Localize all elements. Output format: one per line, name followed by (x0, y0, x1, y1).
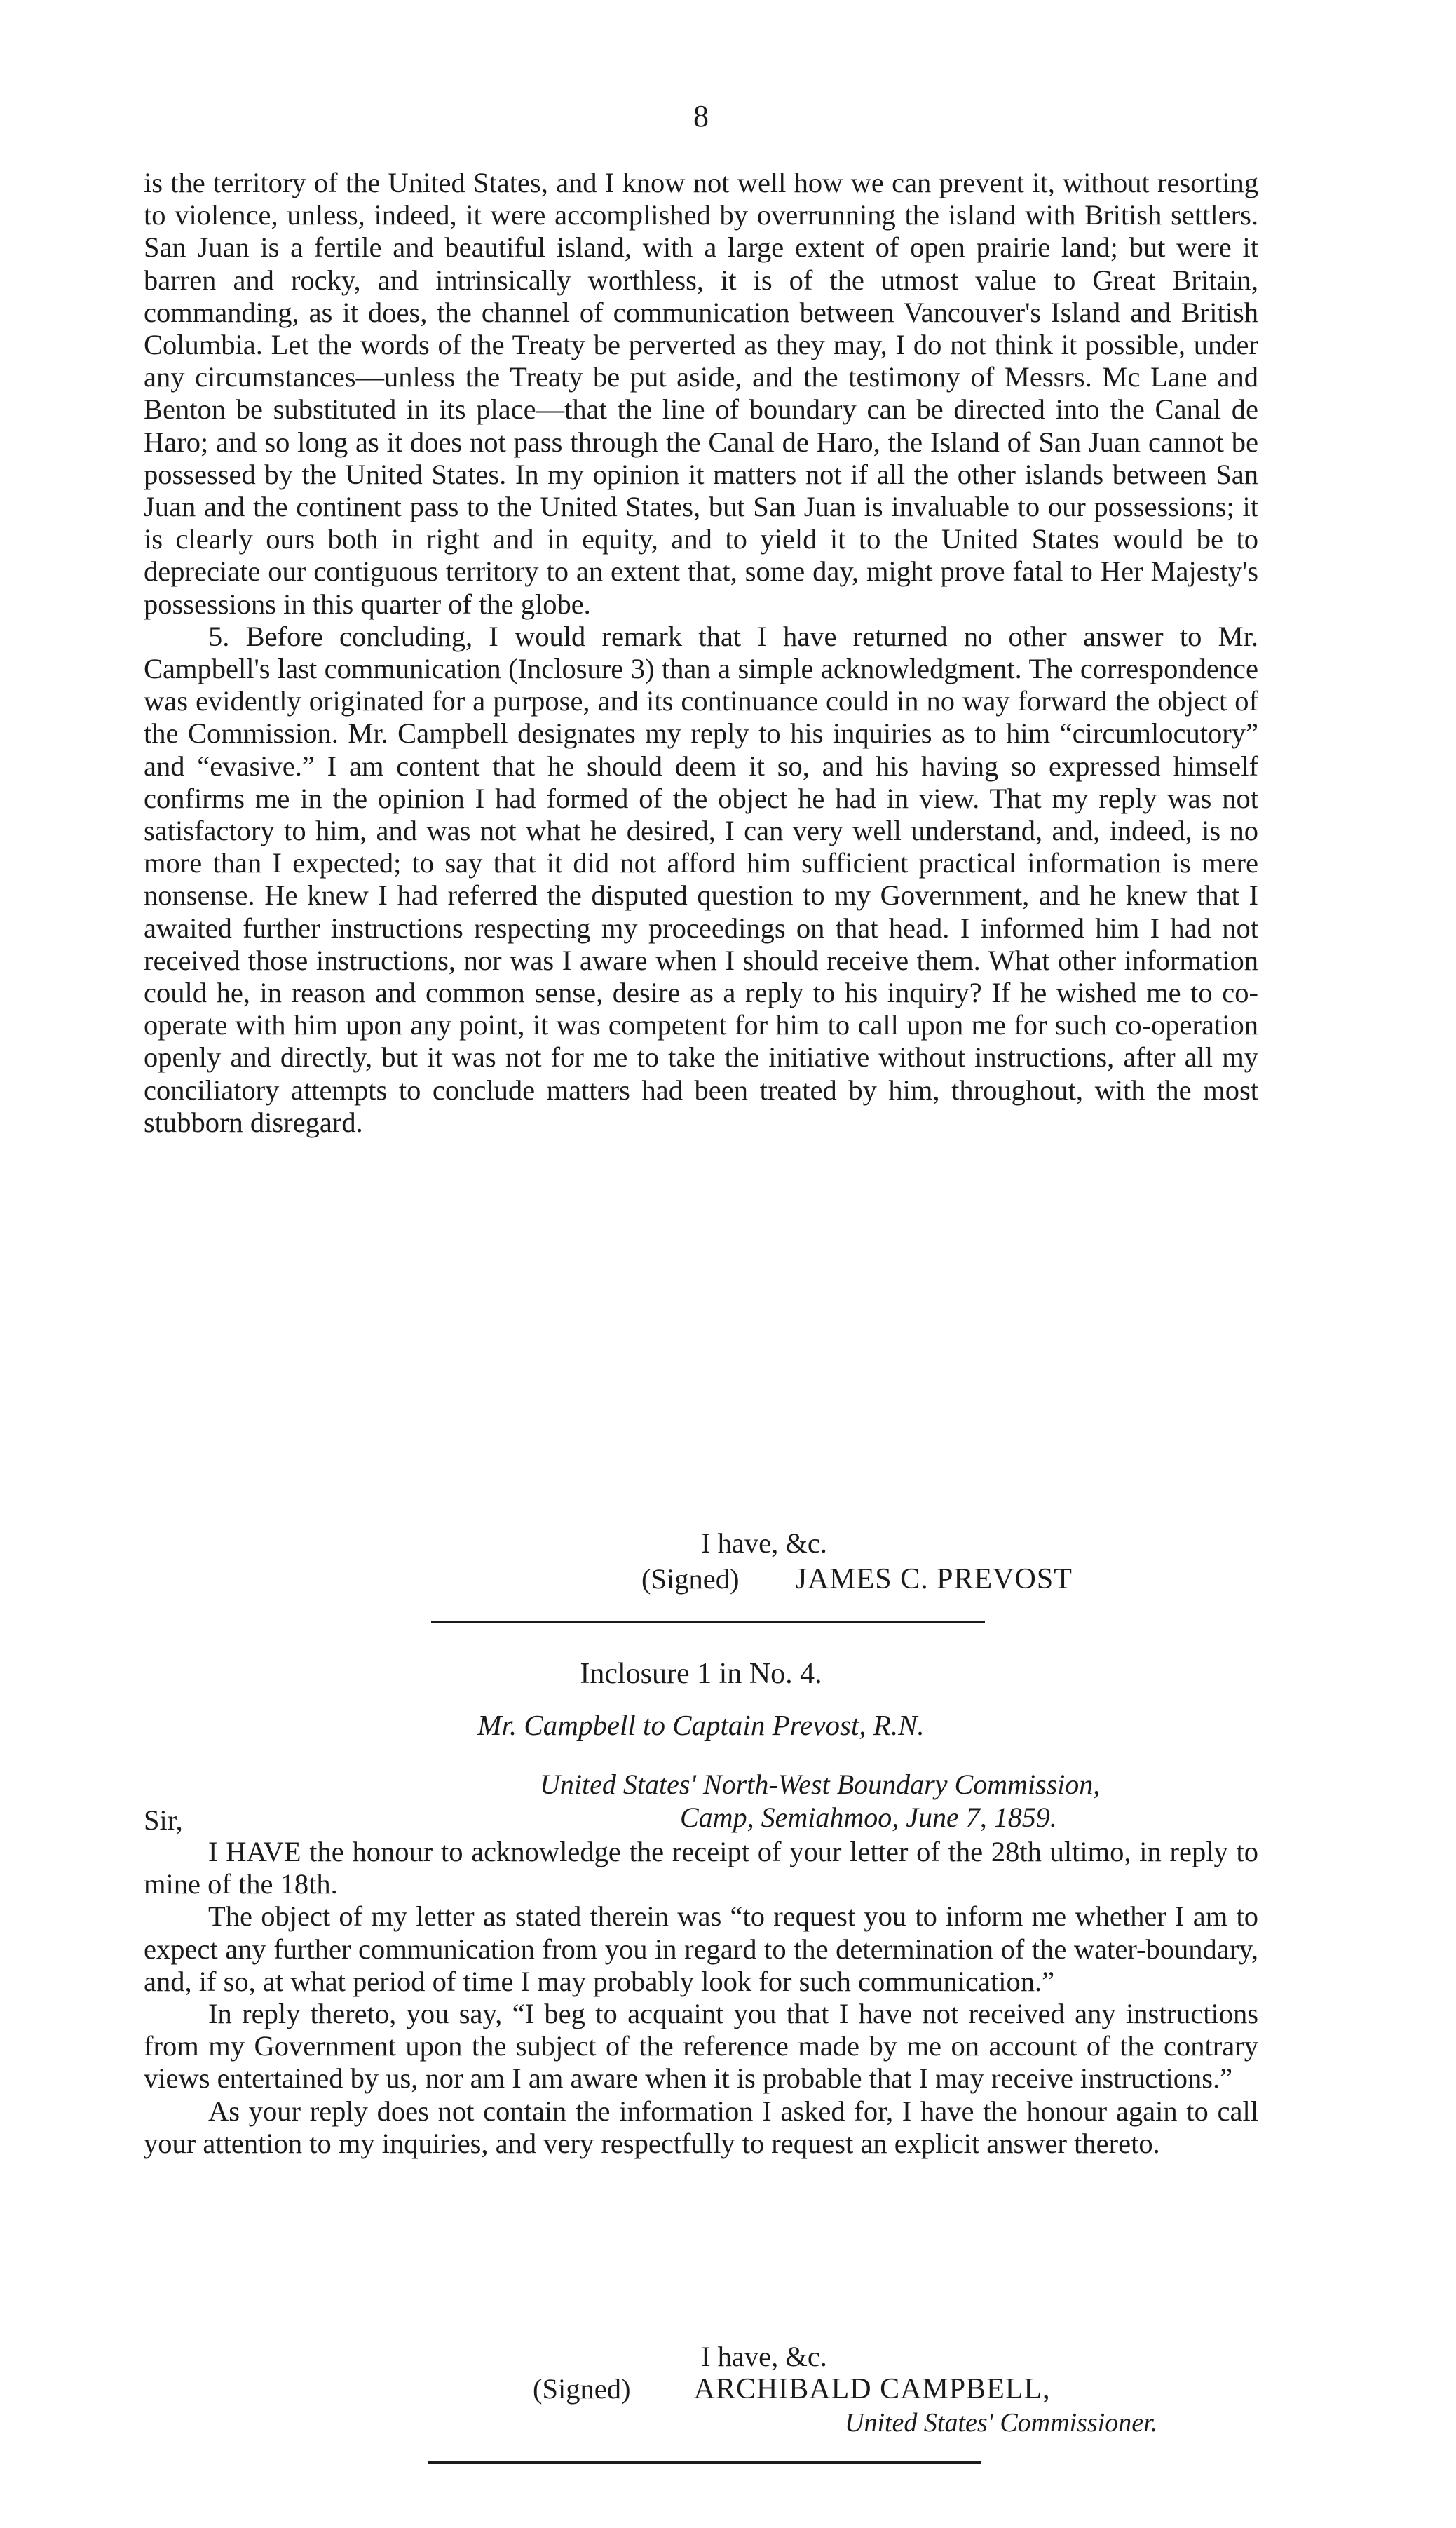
letter-signature (533, 2372, 1051, 2406)
page-number: 8 (693, 99, 709, 133)
section-divider (431, 1621, 985, 1623)
letter-paragraph: I HAVE the honour to acknowledge the receipt of your letter of the 28th ultimo, in reply to mine of the 18th. (144, 1836, 1258, 1900)
report-signature (641, 1562, 1073, 1596)
signed-label: (Signed) (533, 2373, 631, 2405)
letter-salutation: Sir, (144, 1804, 183, 1836)
letter-body (144, 1836, 1258, 2160)
letter-dateline: United States' North-West Boundary Commission, (540, 1769, 1101, 1800)
report-paragraph: 5. Before concluding, I would remark that I have returned no other answer to Mr. Campbell's last communication (Inclosure 3) than a simple acknowledgment. The correspondence was evidently originated for a purpose, and its continuance could in no way forward the object of the Commission. Mr. Campbell designates my reply to his inquiries as to him “circumlocutory” and “evasive.” I am content that he should deem it so, and his having so expressed himself confirms me in the opinion I had formed of the object he had in view. That my reply was not satisfactory to him, and was not what he desired, I can very well understand, and, indeed, is no more than I expected; to say that it did not afford him sufficient practical information is mere nonsense. He knew I had referred the disputed question to my Government, and he knew that I awaited further instructions respecting my proceedings on that head. I informed him I had not received those instructions, nor was I aware when I should receive them. What other information could he, in reason and common sense, desire as a reply to his inquiry? If he wished me to co-operate with him upon any point, it was competent for him to call upon me for such co-operation openly and directly, but it was not for me to take the initiative without instructions, after all my conciliatory attempts to conclude matters had been treated by him, throughout, with the most stubborn disregard. (144, 620, 1258, 1138)
letter-title: Mr. Campbell to Captain Prevost, R.N. (477, 1709, 925, 1741)
letter-paragraph: The object of my letter as stated therein was “to request you to inform me whether I am to expect any further communication from you in regard to the determination of the water-boundary, and, if so, at what period of time I may probably look for such communication.” (144, 1900, 1258, 1997)
letter-dateline-place-date: Camp, Semiahmoo, June 7, 1859. (680, 1802, 1057, 1833)
report-closing: I have, &c. (701, 1527, 827, 1559)
inclosure-heading: Inclosure 1 in No. 4. (580, 1658, 822, 1690)
letter-closing: I have, &c. (701, 2341, 827, 2372)
signed-label: (Signed) (641, 1563, 740, 1595)
report-paragraph: is the territory of the United States, and I know not well how we can prevent it, without resorting to violence, unless, indeed, it were accomplished by overrunning the island with British settlers. San Juan is a fertile and beautiful island, with a large extent of open prairie land; but were it barren and rocky, and intrinsically worthless, it is of the utmost value to Great Britain, commanding, as it does, the channel of communication between Vancouver's Island and British Columbia. Let the words of the Treaty be perverted as they may, I do not think it possible, under any circumstances—unless the Treaty be put aside, and the testimony of Messrs. Mc Lane and Benton be substituted in its place—that the line of boundary can be directed into the Canal de Haro; and so long as it does not pass through the Canal de Haro, the Island of San Juan cannot be possessed by the United States. In my opinion it matters not if all the other islands between San Juan and the continent pass to the United States, but San Juan is invaluable to our possessions; it is clearly ours both in right and in equity, and to yield it to the United States would be to depreciate our contiguous territory to an extent that, some day, might prove fatal to Her Majesty's possessions in this quarter of the globe. (144, 167, 1258, 620)
report-body (144, 167, 1258, 1139)
letter-paragraph: As your reply does not contain the information I asked for, I have the honour again to call your attention to my inquiries, and very respectfully to request an explicit answer thereto. (144, 2095, 1258, 2159)
section-divider (428, 2461, 981, 2464)
signer-name: ARCHIBALD CAMPBELL, (693, 2373, 1051, 2405)
signer-name: JAMES C. PREVOST (795, 1563, 1073, 1595)
signer-title: United States' Commissioner. (845, 2408, 1158, 2438)
letter-paragraph: In reply thereto, you say, “I beg to acquaint you that I have not received any instructions from my Government upon the subject of the reference made by me on account of the contrary views entertained by us, nor am I am aware when it is probable that I may receive instructions.” (144, 1998, 1258, 2095)
